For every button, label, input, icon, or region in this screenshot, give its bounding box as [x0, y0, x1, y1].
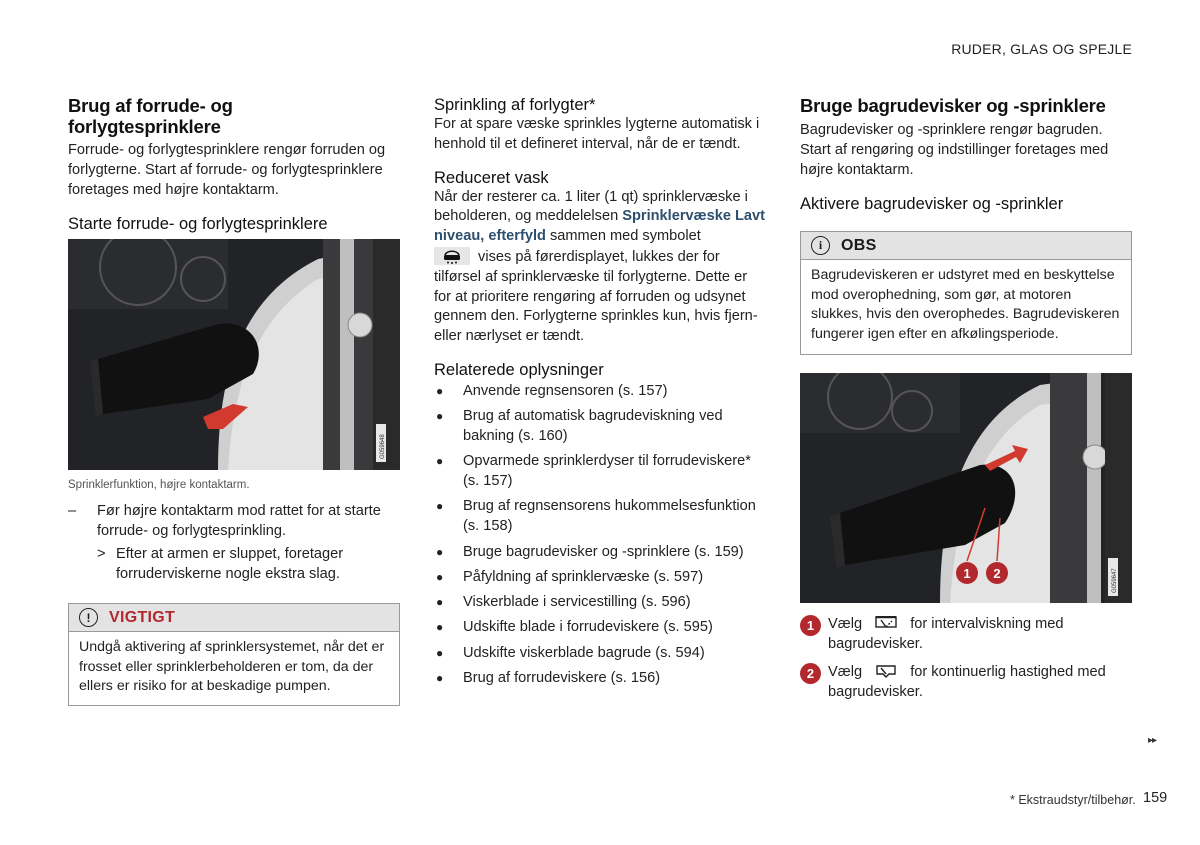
step-text: Før højre kontaktarm mod rattet for at starte forrude- og forlygtesprinkling.: [97, 503, 381, 539]
display-message: Sprinklervæske Lavt niveau, efterfyld: [434, 208, 766, 245]
headlamp-spray-text: For at spare væske sprinkles lygterne automatisk i henhold til et defineret interval, når de er tændt.: [434, 116, 760, 152]
page-number: 159: [1143, 790, 1168, 806]
callout-number: 1: [800, 615, 821, 636]
callout-2-badge: 2: [993, 566, 1001, 582]
callout-item-1: [800, 615, 1132, 654]
instruction-step: [68, 502, 400, 541]
subheading-activate-rear: Aktivere bagrudevisker og -sprinkler: [800, 195, 1064, 214]
note-text: Bagrudeviskeren er udstyret med en beskyttelse mod overophedning, som gør, at motoren slukkes, hvis den overophedes. Bagrudeviskeren fungerer igen efter en afkølingsperiode.: [811, 267, 1120, 342]
continuous-wiper-icon: [866, 664, 906, 678]
callout-number: 2: [800, 663, 821, 684]
stalk-illustration-1: [68, 239, 400, 470]
washer-fluid-icon: [434, 247, 470, 265]
related-link[interactable]: ● Udskifte blade i forrudeviskere (s. 595): [436, 619, 713, 636]
footnote: * Ekstraudstyr/tilbehør.: [1010, 793, 1136, 807]
callout-1-badge: 1: [963, 566, 971, 582]
section-header: RUDER, GLAS OG SPEJLE: [951, 41, 1132, 57]
subheading-reduced-wash: Reduceret vask: [434, 168, 549, 187]
intro-paragraph: Forrude- og forlygtesprinklere rengør forruden og forlygterne. Start af forrude- og forlygtesprinklere foretages med højre kontaktarm.: [68, 142, 386, 198]
warning-text: Undgå aktivering af sprinklersystemet, når det er frosset eller sprinklerbeholderen er tom, da der ellers er risiko for at beskadige pumpen.: [79, 639, 385, 695]
warning-label: VIGTIGT: [109, 608, 176, 626]
related-link[interactable]: ● Anvende regnsensoren (s. 157): [436, 382, 668, 399]
note-label: OBS: [841, 236, 877, 254]
callout-item-2: [800, 663, 1132, 702]
callout-list: [800, 615, 1132, 702]
related-link[interactable]: ● Bruge bagrudevisker og -sprinklere (s. 159): [436, 543, 744, 560]
subheading: Starte forrude- og forlygtesprinklere: [68, 215, 328, 234]
column-rear-wiper: [800, 95, 1132, 711]
result-marker: >: [97, 546, 106, 563]
stalk-illustration-2: [800, 373, 1132, 603]
instruction-result: [97, 545, 400, 584]
section-title: Brug af forrude- og forlygtesprinklere: [68, 95, 233, 137]
interval-wiper-icon: [866, 616, 906, 630]
column-headlamp-washer: [434, 95, 766, 694]
info-icon: i: [811, 236, 830, 255]
subheading-related-info: Relaterede oplysninger: [434, 360, 604, 379]
photo-code-2: G059647: [1112, 568, 1118, 594]
warning-header: [69, 604, 399, 632]
note-box: [800, 231, 1132, 355]
rear-stalk-photo: [800, 373, 1132, 603]
related-link[interactable]: ● Påfyldning af sprinklervæske (s. 597): [436, 568, 704, 585]
reduced-wash-text: Når der resterer ca. 1 liter (1 qt) sprinklervæske i beholderen, og meddelelsen Sprinklervæske Lavt niveau, efterfyld sammen med symbolet vises på førerdisplayet, lukkes der for tilførsel af sprinklervæske til forlygterne. Dette er for at prioritere rengøring af forruden og udsynet gennem den. Forlygterne sprinkles kun, hvis fjern- eller nærlyset er tændt.: [434, 188, 766, 345]
warning-icon: !: [79, 608, 98, 627]
subheading-headlamp-spray: Sprinkling af forlygter*: [434, 96, 596, 114]
related-link[interactable]: ● Brug af automatisk bagrudeviskning ved bakning (s. 160): [436, 408, 723, 445]
related-link[interactable]: ● Viskerblade i servicestilling (s. 596): [436, 594, 691, 611]
rear-intro: Bagrudevisker og -sprinklere rengør bagruden. Start af rengøring og indstillinger foretages med højre kontaktarm.: [800, 122, 1109, 178]
photo-caption: Sprinklerfunktion, højre kontaktarm.: [68, 479, 250, 492]
continue-arrows: ▸▸: [1148, 735, 1157, 746]
column-front-washer: [68, 95, 400, 706]
result-text: Efter at armen er sluppet, foretager forruderviskerne nogle ekstra slag.: [116, 546, 344, 582]
related-link[interactable]: ● Opvarmede sprinklerdyser til forrudeviskere* (s. 157): [436, 453, 751, 490]
note-header: [801, 232, 1131, 260]
related-link[interactable]: ● Brug af forrudeviskere (s. 156): [436, 670, 661, 687]
photo-code: G059648: [380, 434, 386, 460]
related-link[interactable]: ● Udskifte viskerblade bagrude (s. 594): [436, 644, 705, 661]
warning-box: [68, 603, 400, 706]
callout-text: Vælg for kontinuerlig hastighed med bagrudevisker.: [828, 664, 1106, 700]
section-title-rear: Bruge bagrudevisker og -sprinklere: [800, 95, 1106, 116]
step-dash: –: [68, 503, 77, 520]
callout-text: Vælg for intervalviskning med bagrudevisker.: [828, 616, 1064, 652]
related-links-list: [434, 382, 766, 689]
related-link[interactable]: ● Brug af regnsensorens hukommelsesfunktion (s. 158): [436, 498, 756, 535]
steering-stalk-photo: [68, 239, 400, 470]
